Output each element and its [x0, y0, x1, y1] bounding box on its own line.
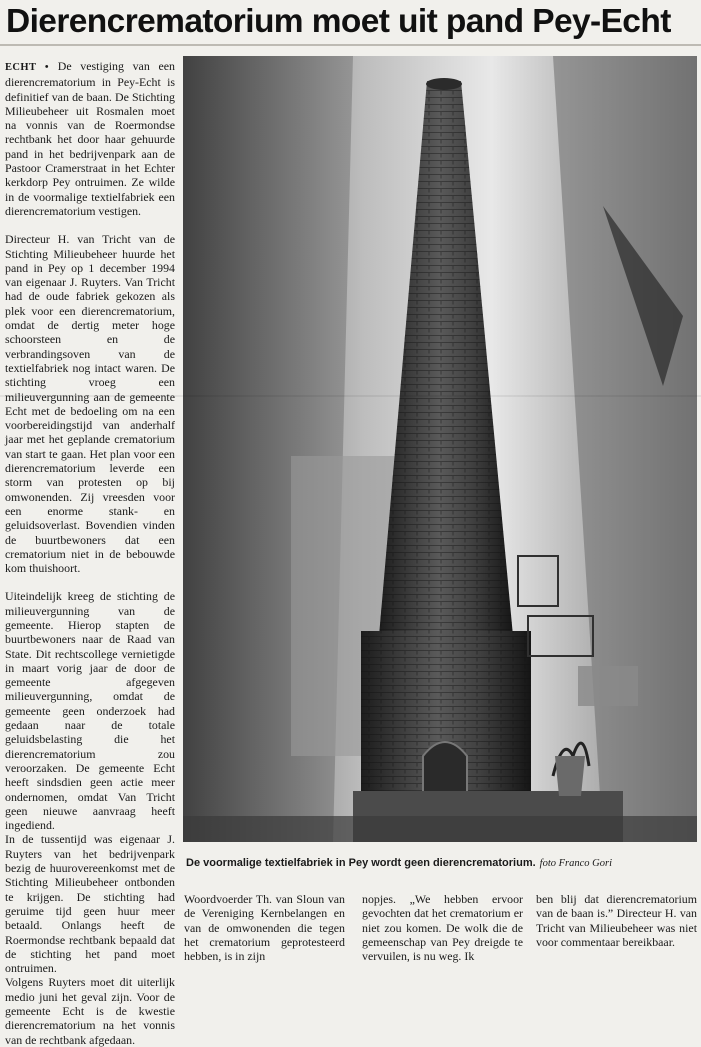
- paper-fold: [0, 395, 701, 397]
- paragraph-2: Directeur H. van Tricht van de Stichting Milieubeheer huurde het pand in Pey op 1 december 1994 van eigenaar J. Ruyters. Van Tricht had de oude fabriek gekozen als plek voor een dierencrematorium, omdat de dertig meter hoge schoorsteen en de verbrandingsoven van de textielfabriek nog intact waren. De stichting vroeg een milieuvergunning aan de gemeente Echt met de bedoeling om na een voorbereidingstijd van anderhalf jaar met het geplande crematorium van start te gaan. Het plan voor een dierencrematorium leverde een storm van protesten op bij omwonenden. Zij vreesden voor een enorme stank- en geluidsoverlast. Bovendien vinden de buurtbewoners dat een crematorium niet in de bebouwde kom thuishoort.: [5, 232, 175, 576]
- bottom-column-1: Woordvoerder Th. van Sloun van de Vereniging Kernbelangen en van de omwonenden die tegen het crematorium geprotesteerd hebben, is in zijn: [184, 892, 345, 964]
- chimney-photo-illustration: [183, 56, 697, 842]
- paragraph-5: Volgens Ruyters moet dit uiterlijk medio juni het geval zijn. Voor de gemeente Echt is de kwestie dierencrematorium na het vonnis van de rechtbank afgedaan.: [5, 975, 175, 1047]
- caption-text: De voormalige textielfabriek in Pey wordt geen dierencrematorium.: [186, 857, 536, 869]
- bottom-column-3: ben blij dat dierencrematorium van de baan is.” Directeur H. van Tricht van Milieubeheer was niet voor commentaar bereikbaar.: [536, 892, 697, 949]
- paragraph-4: In de tussentijd was eigenaar J. Ruyters van het bedrijvenpark bezig de huurovereenkomst met de Stichting Milieubeheer ontbonden te krijgen. De stichting had geruime tijd geen huur meer betaald. Onlangs heeft de Roermondse rechtbank bepaald dat de stichting het pand moet ontruimen.: [5, 832, 175, 976]
- photo-credit: foto Franco Gori: [539, 858, 613, 869]
- chimney-photo: [183, 56, 697, 842]
- dateline: ECHT •: [5, 62, 50, 73]
- photo-caption: [186, 855, 698, 871]
- paragraph-1: ECHT • De vestiging van een dierencrematorium in Pey-Echt is definitief van de baan. De Stichting Milieubeheer uit Rosmalen moet na vonnis van de Roermondse rechtbank het door haar gehuurde pand in het bedrijvenpark aan de Pastoor Cramerstraat in het Echter kerkdorp Pey ontruimen. Ze wilde in de voormalige textielfabriek een dierencrematorium vestigen.: [5, 59, 175, 218]
- headline: Dierencrematorium moet uit pand Pey-Echt: [6, 3, 671, 40]
- bottom-column-2: nopjes. „We hebben ervoor gevochten dat het crematorium er niet zou komen. De wolk die de gemeenschap van Pey dreigde te vervuilen, is nu weg. Ik: [362, 892, 523, 964]
- left-column: [5, 59, 175, 1047]
- headline-rule: [0, 44, 701, 46]
- paragraph-3: Uiteindelijk kreeg de stichting de milieuvergunning van de gemeente. Hierop stapten de buurtbewoners naar de Raad van State. Dit rechtscollege vernietigde in maart vorig jaar de door de gemeente afgegeven milieuvergunning, omdat de gemeente geen onderzoek had gedaan naar de totale geluidsbelasting die het dierencrematorium zou veroorzaken. De gemeente Echt heeft sindsdien geen actie meer ondernomen, omdat Van Tricht geen nieuwe aanvraag heeft ingediend.: [5, 589, 175, 833]
